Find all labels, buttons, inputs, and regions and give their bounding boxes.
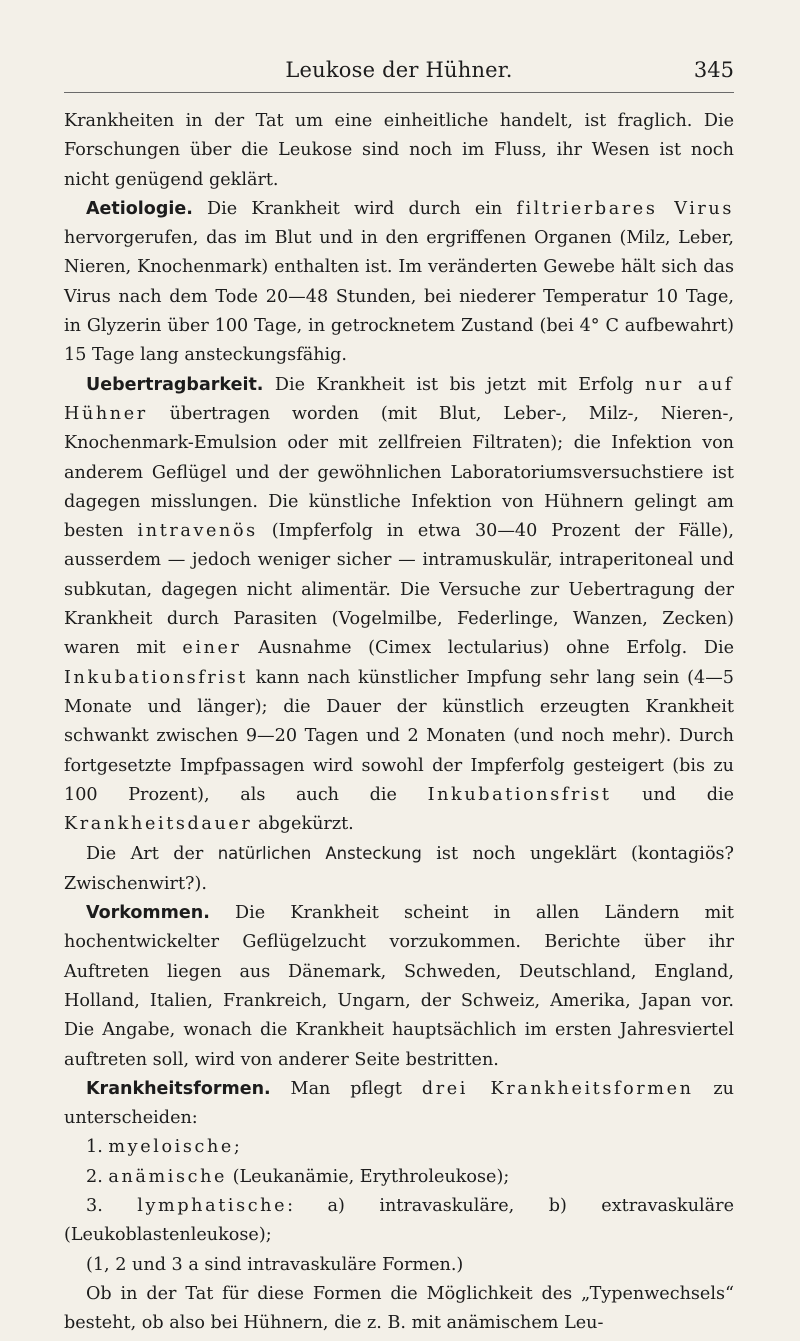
list-number: 2. [86,1166,109,1187]
text-run: übertragen worden (mit Blut, Leber-, Milz-, Nieren-, Knochenmark-Emulsion oder mit zellfreien Filtraten); die Infektion von anderem Geflügel und der gewöhnlichen Laboratoriumsversuchstiere ist dagegen misslungen. Die künstliche Infektion von Hühnern gelingt am besten [64,403,734,542]
text-run: abgekürzt. [252,814,354,835]
paragraph-vorkommen [64,899,734,1075]
text-run: Die Krankheit scheint in allen Ländern mit hochentwickelter Geflügelzucht vorzukommen. Berichte über ihr Auftreten liegen aus Dänemark, Schweden, Deutschland, England, Holland, Italien, Frankreich, Ungarn, der Schweiz, Amerika, Japan vor. Die Angabe, wonach die Krankheit hauptsächlich im ersten Jahresviertel auftreten soll, wird von anderer Seite bestritten. [64,903,734,1070]
running-title: Leukose der Hühner. [285,58,513,82]
text-run: kann nach künstlicher Impfung sehr lang sein (4—5 Monate und länger); die Dauer der künstlich erzeugten Krankheit schwankt zwischen 9—20 Tagen und 2 Monaten (und noch mehr). Durch fortgesetzte Impfpassagen wird sowohl der Impferfolg gesteigert (bis zu 100 Prozent), als auch die [64,667,734,805]
list-number: 3. [86,1195,138,1216]
paragraph-note: (1, 2 und 3 a sind intravaskuläre Formen.) [86,1254,464,1275]
list-item [64,1192,734,1251]
emphasis-text: einer [182,638,242,659]
text-run: Die Krankheit ist bis jetzt mit Erfolg [263,374,645,395]
text-run: ; [233,1137,240,1158]
paragraph-aetiologie [64,195,734,371]
paragraph-typenwechsel: Ob in der Tat für diese Formen die Möglichkeit des „Typenwechsels“ besteht, ob also bei Hühnern, die z. B. mit anämischem Leu- [64,1283,734,1334]
section-heading-aetiologie: Aetiologie. [86,198,193,219]
emphasis-text: Inkubationsfrist [64,667,248,688]
page-number: 345 [693,58,734,82]
emphasis-text: Inkubationsfrist [427,784,612,805]
book-page [64,58,734,1338]
body-text [64,107,734,1338]
emphasis-text: Krankheitsdauer [64,814,253,835]
emphasis-text: natürlichen Ansteckung [217,844,422,864]
paragraph-intro: Krankheiten in der Tat um eine einheitliche handelt, ist fraglich. Die Forschungen über die Leukose sind noch im Fluss, ihr Wesen ist noch nicht genügend geklärt. [64,111,734,190]
text-run: und die [611,784,735,805]
section-heading-uebertragbarkeit: Uebertragbarkeit. [86,374,264,395]
paragraph-krankheitsformen [64,1075,734,1134]
text-run: Die Art der [86,844,218,865]
section-heading-krankheitsformen: Krankheitsformen. [86,1078,271,1099]
text-run: ist noch ungeklärt (kontagiös? Zwischenwirt?). [64,844,734,894]
text-run: Die Krankheit wird durch ein [192,198,517,219]
list-item [64,1133,734,1162]
text-run: (Leukanämie, Erythroleukose); [227,1166,510,1187]
emphasis-text: drei Krankheitsformen [421,1078,694,1099]
paragraph-ansteckung [64,839,734,899]
section-heading-vorkommen: Vorkommen. [86,903,210,924]
text-run: hervorgerufen, das im Blut und in den ergriffenen Organen (Milz, Leber, Nieren, Knochenmark) enthalten ist. Im veränderten Gewebe hält sich das Virus nach dem Tode 20—48 Stunden, bei niederer Temperatur 10 Tage, in Glyzerin über 100 Tage, in getrocknetem Zustand (bei 4° C aufbewahrt) 15 Tage lang ansteckungsfähig. [64,228,734,366]
paragraph-uebertragbarkeit [64,371,734,840]
text-run: (Impferfolg in etwa 30—40 Prozent der Fälle), ausserdem — jedoch weniger sicher — intramuskulär, intraperitoneal und subkutan, dagegen nicht alimentär. Die Versuche zur Uebertragung der Krankheit durch Parasiten (Vogelmilbe, Federlinge, Wanzen, Zecken) waren mit [64,521,734,659]
emphasis-text: anämische [108,1166,228,1187]
text-run: Man pflegt [270,1078,422,1099]
list-item [64,1163,734,1192]
text-run: Ausnahme (Cimex lectularius) ohne Erfolg. Die [241,638,734,659]
emphasis-text: myeloische [108,1137,234,1158]
emphasis-text: nur auf Hühner [64,374,734,424]
text-run: zu unterscheiden: [64,1078,735,1129]
running-header [64,58,734,93]
emphasis-text: lymphatische [137,1195,288,1216]
emphasis-text: intravenös [137,521,258,542]
emphasis-text: filtrierbares Virus [516,198,734,219]
text-run: : a) intravaskuläre, b) extravaskuläre (Leukoblastenleukose); [64,1195,734,1246]
list-number: 1. [86,1137,109,1158]
